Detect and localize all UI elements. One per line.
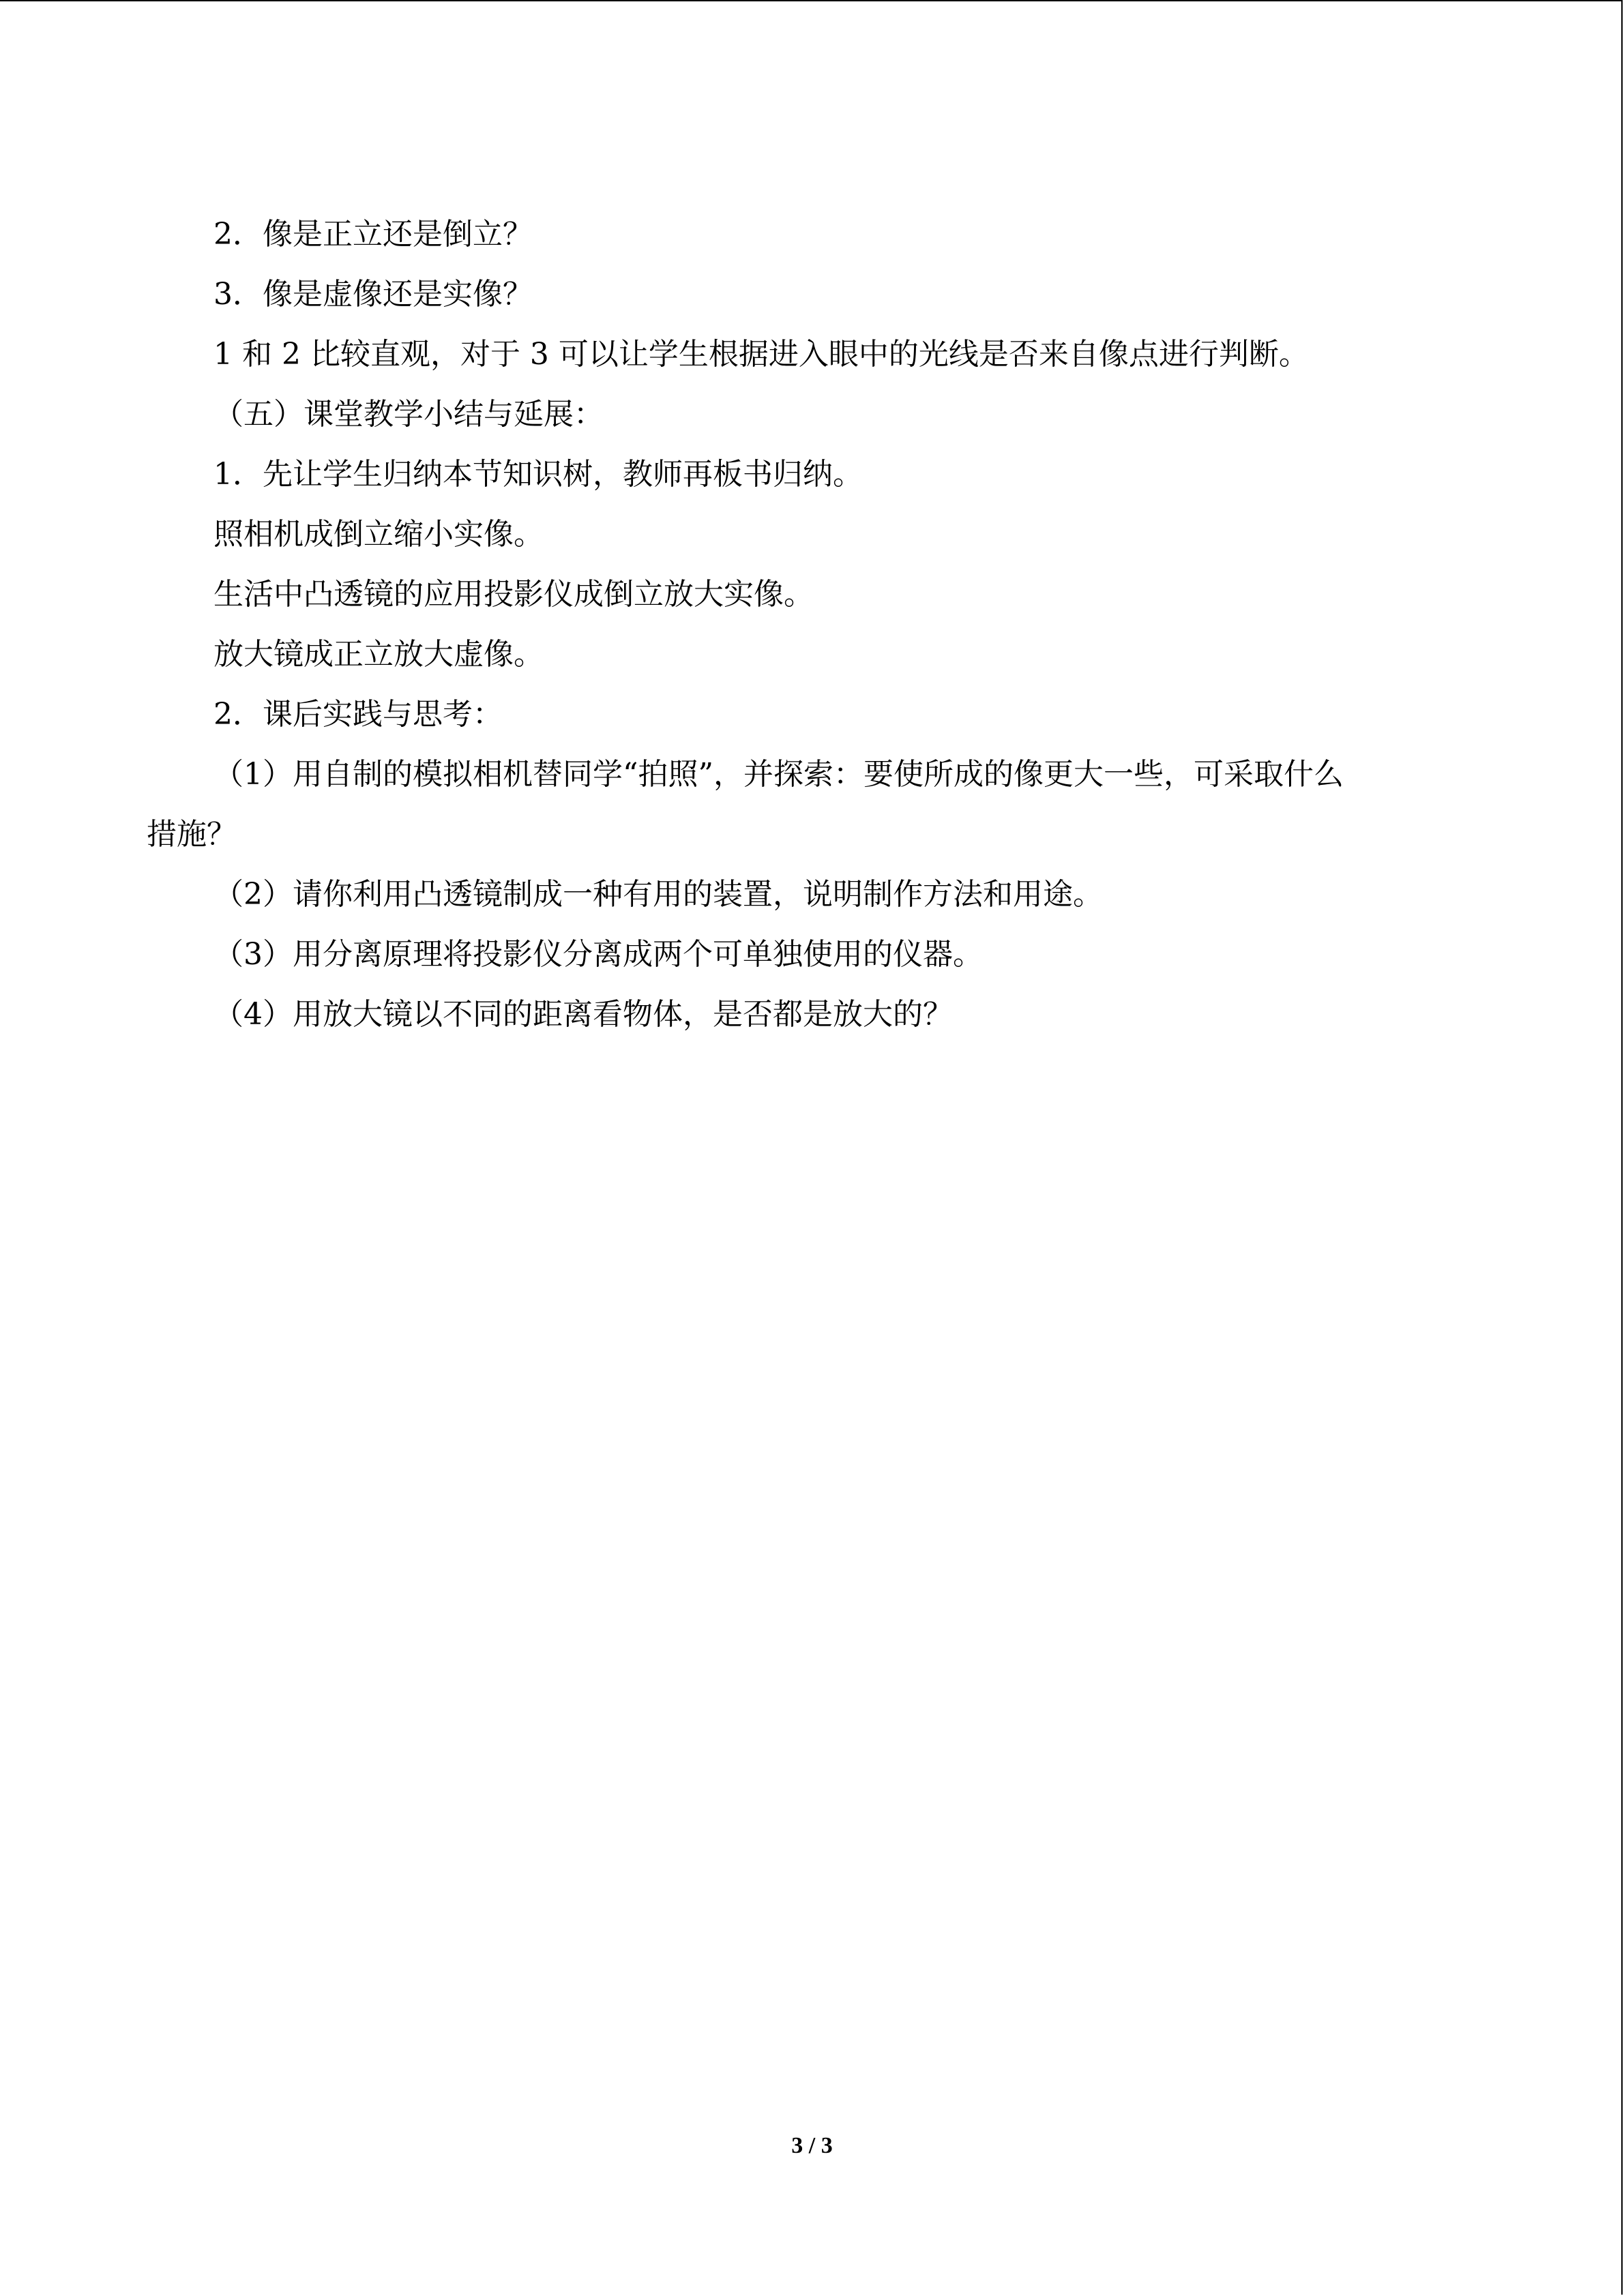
practice-item-4: （4）用放大镜以不同的距离看物体，是否都是放大的？ [213, 997, 953, 1032]
section-heading-summary: （五）课堂教学小结与延展： [213, 397, 604, 432]
summary-item-1: 1．先让学生归纳本节知识树，教师再板书归纳。 [213, 457, 863, 492]
question-2: 2．像是正立还是倒立？ [213, 217, 533, 252]
document-body [147, 205, 1483, 1045]
knowledge-magnifier: 放大镜成正立放大虚像。 [213, 637, 544, 672]
summary-item-2: 2．课后实践与思考： [213, 697, 503, 732]
question-3: 3．像是虚像还是实像？ [213, 277, 533, 312]
practice-item-1-continued: 措施？ [147, 817, 237, 852]
page-number: 3 / 3 [791, 2133, 833, 2158]
knowledge-projector: 生活中凸透镜的应用投影仪成倒立放大实像。 [213, 577, 814, 612]
practice-item-3: （3）用分离原理将投影仪分离成两个可单独使用的仪器。 [213, 937, 983, 972]
knowledge-camera: 照相机成倒立缩小实像。 [213, 517, 544, 552]
analysis-paragraph: 1 和 2 比较直观，对于 3 可以让学生根据进入眼中的光线是否来自像点进行判断。 [213, 337, 1309, 372]
practice-item-1: （1）用自制的模拟相机替同学“拍照”，并探索：要使所成的像更大一些，可采取什么 [213, 757, 1344, 792]
practice-item-2: （2）请你利用凸透镜制成一种有用的装置，说明制作方法和用途。 [213, 877, 1103, 912]
